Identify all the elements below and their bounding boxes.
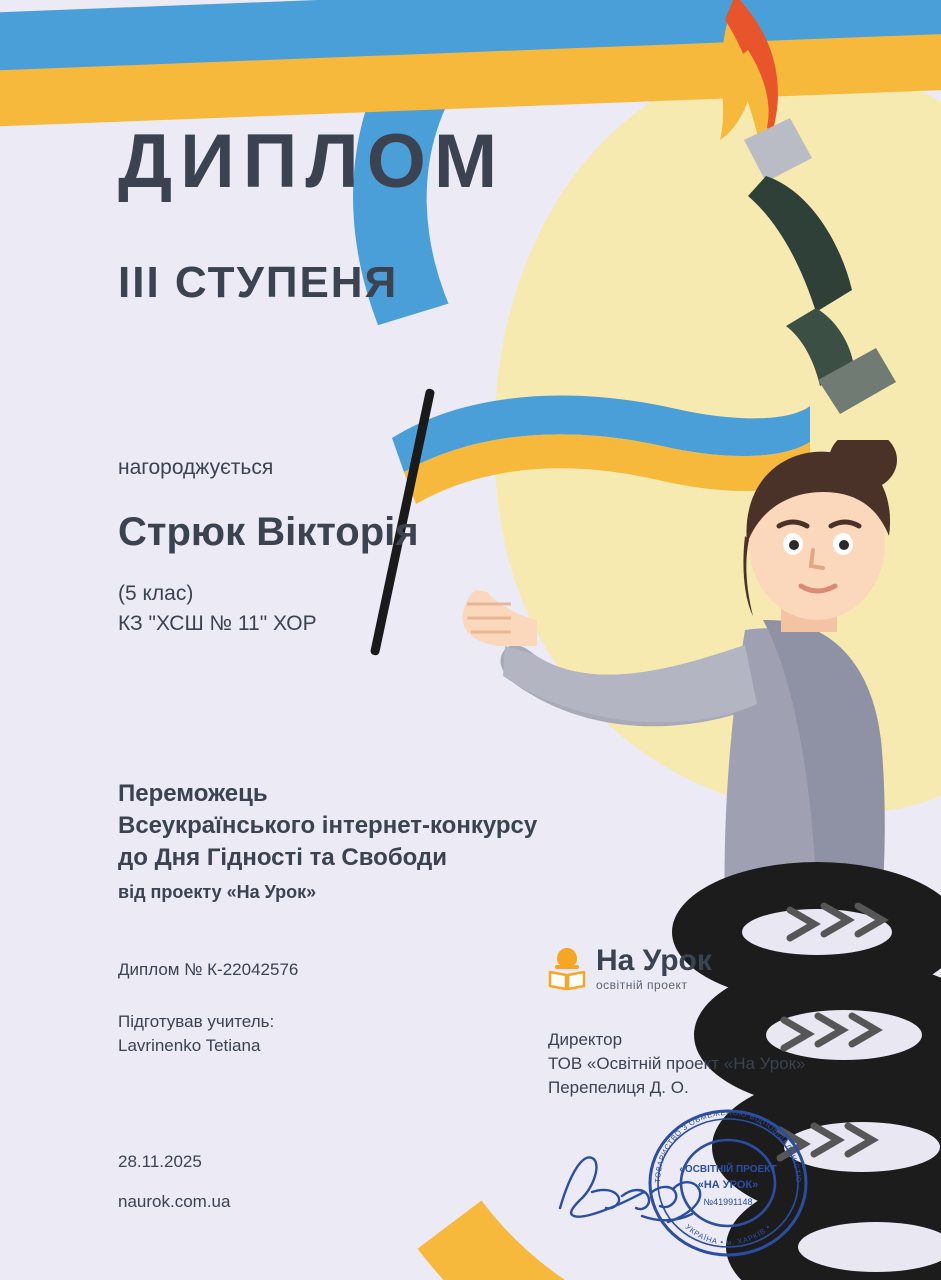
award-line-3: до Дня Гідності та Свободи <box>118 844 447 871</box>
signatory-block <box>548 1028 806 1100</box>
diploma-degree: III СТУПЕНЯ <box>118 258 399 307</box>
signatory-role: Директор <box>548 1030 623 1049</box>
award-line-1: Переможець <box>118 780 268 807</box>
signatory-organization: ТОВ «Освітній проект «На Урок» <box>548 1054 806 1073</box>
stamp-code: №41991148 <box>703 1197 753 1207</box>
stamp-inner-line-2: «НА УРОК» <box>697 1179 759 1191</box>
stamp-outer-bottom-text: УКРАЇНА • м. ХАРКІВ • <box>683 1222 773 1248</box>
recipient-name: Стрюк Вікторія <box>118 510 419 554</box>
award-project: від проекту «На Урок» <box>118 882 317 902</box>
teacher-label: Підготував учитель: <box>118 1012 275 1031</box>
issue-date: 28.11.2025 <box>118 1152 202 1171</box>
page-title: ДИПЛОМ <box>118 119 506 204</box>
open-book-icon <box>548 946 586 990</box>
official-stamp <box>642 1098 814 1260</box>
stamp-inner-line-1: «ОСВІТНІЙ ПРОЕКТ <box>679 1164 777 1175</box>
logo-name: На Урок <box>596 944 712 977</box>
site-url[interactable]: naurok.com.ua <box>118 1192 231 1211</box>
signatory-person: Перепелиця Д. О. <box>548 1078 689 1097</box>
award-description <box>118 778 537 874</box>
awarded-label: нагороджується <box>118 456 274 479</box>
logo-tagline: освітній проект <box>596 978 688 992</box>
recipient-class: (5 клас) <box>118 582 194 605</box>
recipient-school: КЗ "ХСШ № 11" ХОР <box>118 612 317 635</box>
stamp-outer-top-text: ТОВАРИСТВО З ОБМЕЖЕНОЮ ВІДПОВІДАЛЬНІСТЮ <box>652 1107 804 1184</box>
award-line-2: Всеукраїнського інтернет-конкурсу <box>118 812 538 839</box>
diploma-number: Диплом № К-22042576 <box>118 960 299 979</box>
naurok-logo <box>548 946 712 992</box>
teacher-name: Lavrinenko Tetiana <box>118 1036 261 1055</box>
